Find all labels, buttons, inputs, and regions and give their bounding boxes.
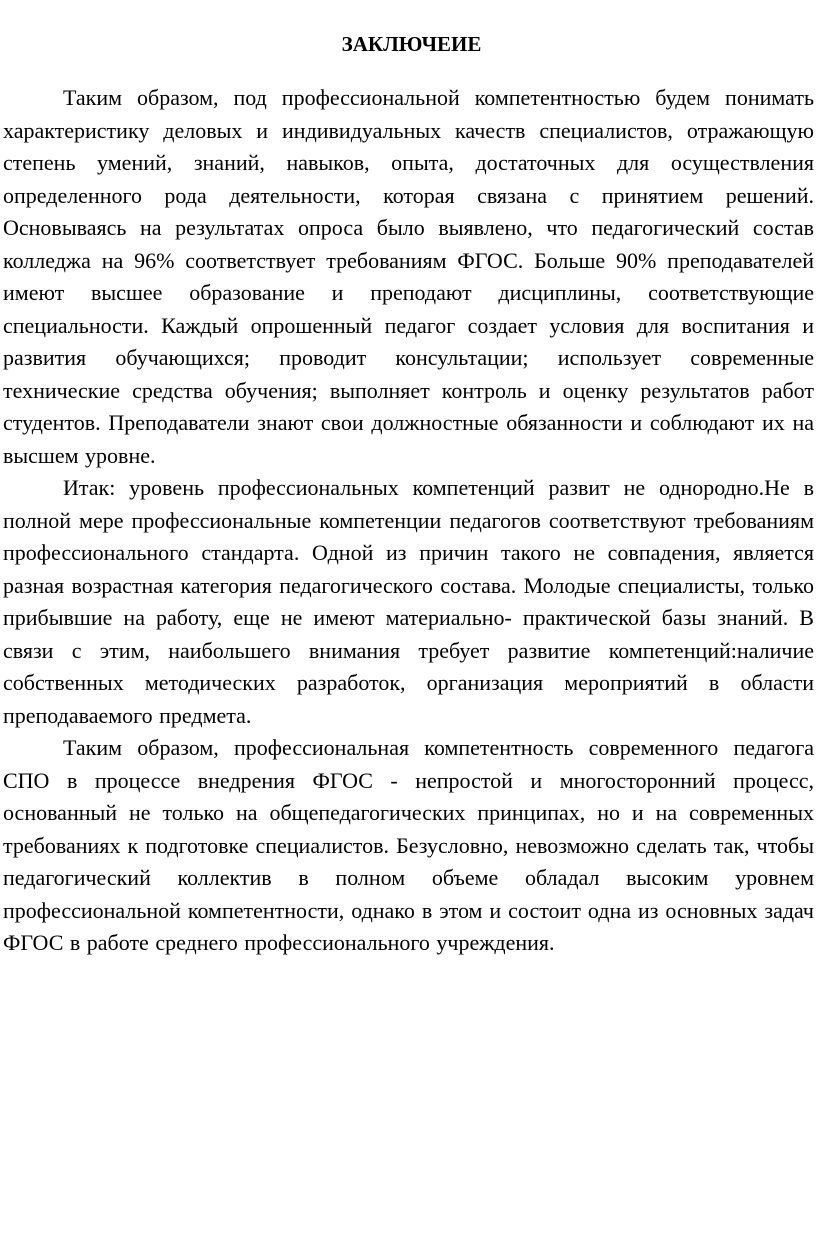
paragraph-1: Таким образом, под профессиональной компетентностью будем понимать характеристику деловых и индивидуальных качеств специалистов, отражающую степень умений, знаний, навыков, опыта, достаточных для осуществления определенного рода деятельности, которая связана с принятием решений. Основываясь на результатах опроса было выявлено, что педагогический состав колледжа на 96% соответствует требованиям ФГОС. Больше 90% преподавателей имеют высшее образование и преподают дисциплины, соответствующие специальности. Каждый опрошенный педагог создает условия для воспитания и развития обучающихся; проводит консультации; использует современные технические средства обучения; выполняет контроль и оценку результатов работ студентов. Преподаватели знают свои должностные обязанности и соблюдают их на высшем уровне. <box>3 85 814 468</box>
paragraph-3: Таким образом, профессиональная компетентность современного педагога СПО в процессе внедрения ФГОС - непростой и многосторонний процесс, основанный не только на общепедагогических принципах, но и на современных требованиях к подготовке специалистов. Безусловно, невозможно сделать так, чтобы педагогический коллектив в полном объеме обладал высоким уровнем профессиональной компетентности, однако в этом и состоит одна из основных задач ФГОС в работе среднего профессионального учреждения. <box>3 735 814 955</box>
document-body <box>3 28 814 960</box>
page-title: ЗАКЛЮЧЕИЕ <box>341 32 482 56</box>
paragraph-2: Итак: уровень профессиональных компетенций развит не однородно.Не в полной мере профессиональные компетенции педагогов соответствуют требованиям профессионального стандарта. Одной из причин такого не совпадения, является разная возрастная категория педагогического состава. Молодые специалисты, только прибывшие на работу, еще не имеют материально- практической базы знаний. В связи с этим, наибольшего внимания требует развитие компетенций:наличие собственных методических разработок, организация мероприятий в области преподаваемого предмета. <box>3 475 814 728</box>
